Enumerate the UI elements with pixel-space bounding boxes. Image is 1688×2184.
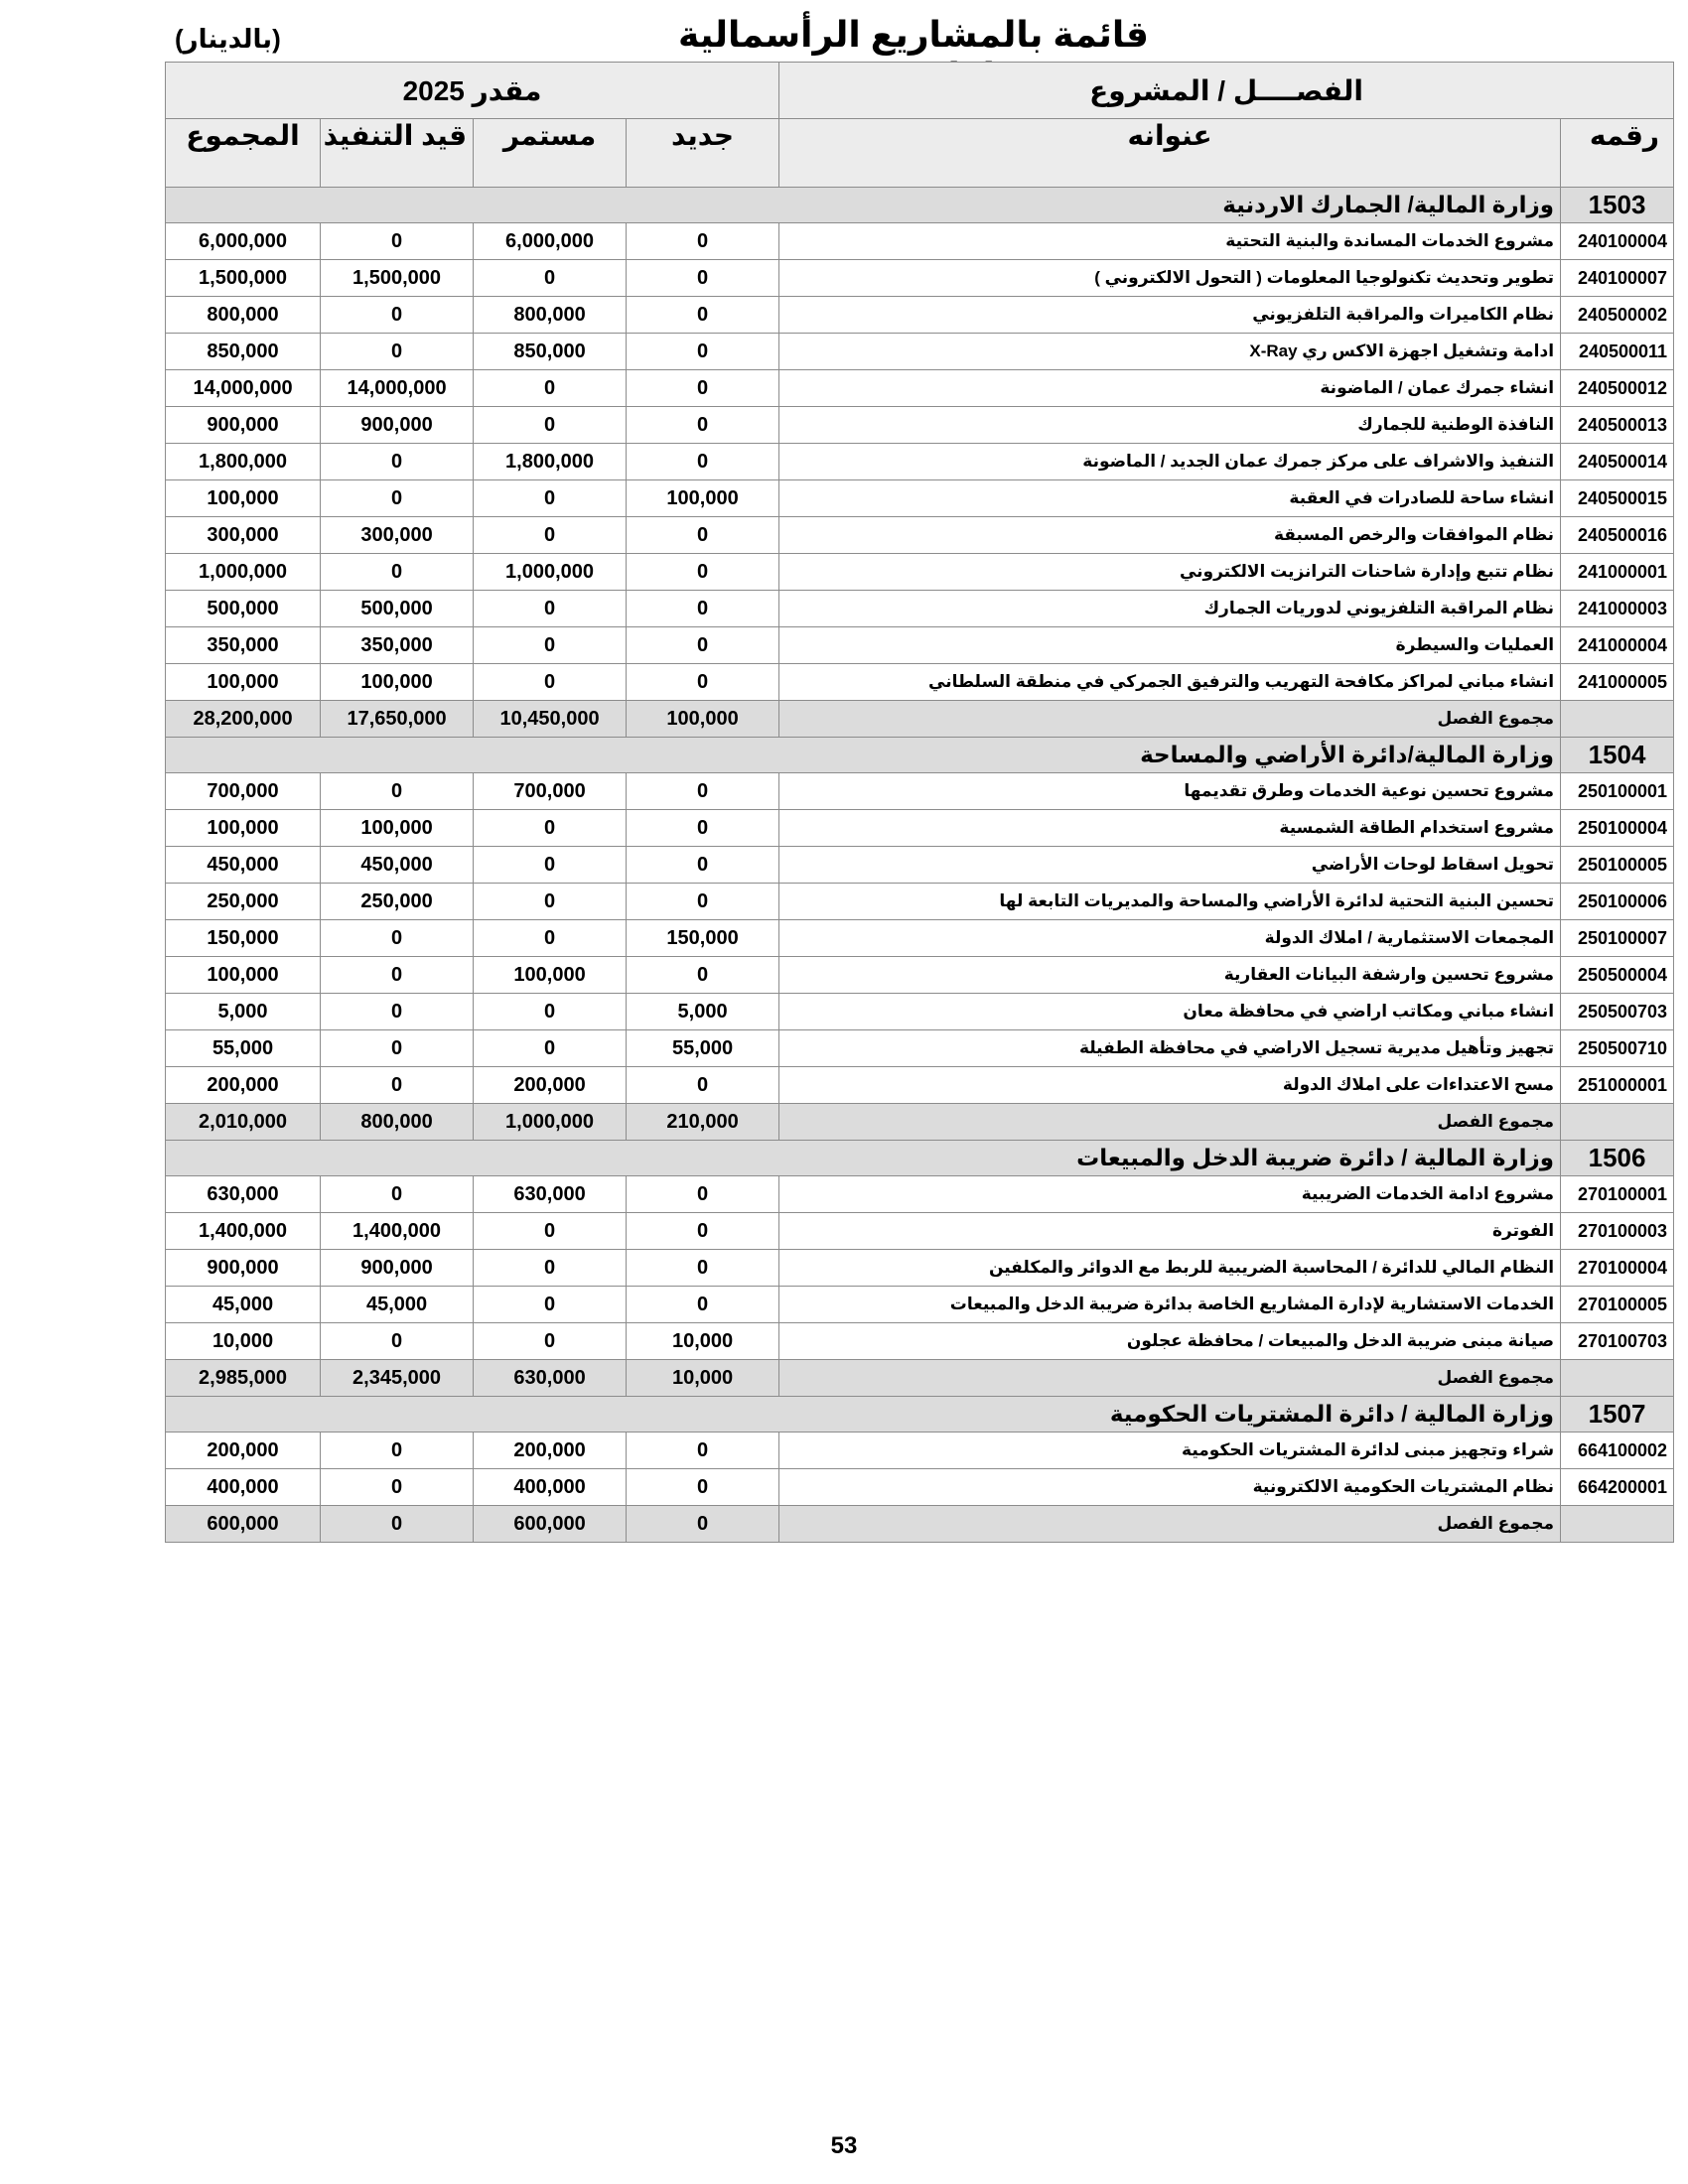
currency-unit: (بالدينار) (175, 24, 281, 54)
project-code: 250100004 (1561, 810, 1674, 847)
estimate-header: مقدر 2025 (166, 63, 779, 119)
chapter-row (166, 1397, 1674, 1433)
chapter-row (166, 738, 1674, 773)
project-in-progress: 0 (321, 1469, 474, 1506)
project-continuing: 0 (474, 407, 627, 444)
project-row (166, 1433, 1674, 1469)
project-in-progress: 900,000 (321, 1250, 474, 1287)
chapter-total-sum: 2,985,000 (166, 1360, 321, 1397)
project-code: 664100002 (1561, 1433, 1674, 1469)
project-code: 250500004 (1561, 957, 1674, 994)
project-name: نظام الموافقات والرخص المسبقة (779, 517, 1561, 554)
project-new: 0 (627, 1469, 779, 1506)
chapter-row (166, 1141, 1674, 1176)
project-name: النافذة الوطنية للجمارك (779, 407, 1561, 444)
project-continuing: 0 (474, 994, 627, 1030)
project-in-progress: 0 (321, 994, 474, 1030)
project-name: انشاء جمرك عمان / الماضونة (779, 370, 1561, 407)
header-row-top (166, 63, 1674, 119)
project-code: 240500011 (1561, 334, 1674, 370)
project-code: 240500012 (1561, 370, 1674, 407)
project-new: 0 (627, 334, 779, 370)
project-total: 200,000 (166, 1067, 321, 1104)
project-total: 10,000 (166, 1323, 321, 1360)
project-total: 100,000 (166, 664, 321, 701)
chapter-total-in-progress: 2,345,000 (321, 1360, 474, 1397)
chapter-total-label: مجموع الفصل (779, 701, 1561, 738)
project-new: 0 (627, 407, 779, 444)
project-code: 250500710 (1561, 1030, 1674, 1067)
project-code: 240500016 (1561, 517, 1674, 554)
project-total: 100,000 (166, 480, 321, 517)
chapter-total-new: 10,000 (627, 1360, 779, 1397)
project-row (166, 1030, 1674, 1067)
project-continuing: 1,800,000 (474, 444, 627, 480)
project-continuing: 0 (474, 591, 627, 627)
chapter-total-continuing: 600,000 (474, 1506, 627, 1543)
project-continuing: 0 (474, 1323, 627, 1360)
chapter-total-sum: 600,000 (166, 1506, 321, 1543)
chapter-total-label: مجموع الفصل (779, 1104, 1561, 1141)
page-number: 53 (830, 2132, 858, 2159)
project-total: 630,000 (166, 1176, 321, 1213)
project-code: 250500703 (1561, 994, 1674, 1030)
chapter-total-continuing: 1,000,000 (474, 1104, 627, 1141)
project-continuing: 0 (474, 1250, 627, 1287)
chapter-code: 1506 (1561, 1141, 1674, 1176)
project-continuing: 0 (474, 1213, 627, 1250)
project-name: نظام المشتريات الحكومية الالكترونية (779, 1469, 1561, 1506)
project-total: 250,000 (166, 884, 321, 920)
project-in-progress: 0 (321, 1067, 474, 1104)
project-row (166, 223, 1674, 260)
project-in-progress: 100,000 (321, 810, 474, 847)
project-in-progress: 14,000,000 (321, 370, 474, 407)
project-code: 270100005 (1561, 1287, 1674, 1323)
project-continuing: 630,000 (474, 1176, 627, 1213)
project-in-progress: 900,000 (321, 407, 474, 444)
project-total: 100,000 (166, 957, 321, 994)
project-in-progress: 0 (321, 773, 474, 810)
project-row (166, 444, 1674, 480)
project-new: 0 (627, 957, 779, 994)
chapter-code: 1507 (1561, 1397, 1674, 1433)
project-total: 300,000 (166, 517, 321, 554)
project-new: 5,000 (627, 994, 779, 1030)
project-new: 0 (627, 444, 779, 480)
project-row (166, 407, 1674, 444)
project-name: شراء وتجهيز مبنى لدائرة المشتريات الحكومية (779, 1433, 1561, 1469)
project-continuing: 0 (474, 847, 627, 884)
project-code: 270100001 (1561, 1176, 1674, 1213)
project-new: 100,000 (627, 480, 779, 517)
project-in-progress: 45,000 (321, 1287, 474, 1323)
project-new: 0 (627, 810, 779, 847)
chapter-total-blank (1561, 1104, 1674, 1141)
project-code: 251000001 (1561, 1067, 1674, 1104)
project-name: مشروع الخدمات المساندة والبنية التحتية (779, 223, 1561, 260)
project-name: المجمعات الاستثمارية / املاك الدولة (779, 920, 1561, 957)
project-name: ادامة وتشغيل اجهزة الاكس ري X-Ray (779, 334, 1561, 370)
project-code: 250100006 (1561, 884, 1674, 920)
project-continuing: 0 (474, 370, 627, 407)
project-in-progress: 0 (321, 480, 474, 517)
chapter-total-row (166, 701, 1674, 738)
project-row (166, 334, 1674, 370)
project-new: 0 (627, 1433, 779, 1469)
project-name: انشاء مباني ومكاتب اراضي في محافظة معان (779, 994, 1561, 1030)
project-total: 700,000 (166, 773, 321, 810)
project-new: 0 (627, 591, 779, 627)
project-total: 5,000 (166, 994, 321, 1030)
project-name: مشروع استخدام الطاقة الشمسية (779, 810, 1561, 847)
project-row (166, 297, 1674, 334)
project-continuing: 200,000 (474, 1433, 627, 1469)
project-row (166, 1250, 1674, 1287)
project-in-progress: 0 (321, 223, 474, 260)
project-code: 250100001 (1561, 773, 1674, 810)
project-code: 270100003 (1561, 1213, 1674, 1250)
project-in-progress: 250,000 (321, 884, 474, 920)
chapter-name: وزارة المالية/دائرة الأراضي والمساحة (166, 738, 1561, 773)
project-total: 500,000 (166, 591, 321, 627)
project-row (166, 994, 1674, 1030)
chapter-total-sum: 2,010,000 (166, 1104, 321, 1141)
project-new: 0 (627, 1067, 779, 1104)
project-code: 240500013 (1561, 407, 1674, 444)
project-row (166, 884, 1674, 920)
project-name: العمليات والسيطرة (779, 627, 1561, 664)
project-name: نظام تتبع وإدارة شاحنات الترانزيت الالكتروني (779, 554, 1561, 591)
project-continuing: 400,000 (474, 1469, 627, 1506)
capital-projects-table (165, 62, 1674, 1543)
project-total: 800,000 (166, 297, 321, 334)
project-total: 350,000 (166, 627, 321, 664)
project-total: 400,000 (166, 1469, 321, 1506)
chapter-total-continuing: 10,450,000 (474, 701, 627, 738)
project-continuing: 0 (474, 480, 627, 517)
project-name: التنفيذ والاشراف على مركز جمرك عمان الجديد / الماضونة (779, 444, 1561, 480)
project-in-progress: 1,500,000 (321, 260, 474, 297)
project-in-progress: 0 (321, 1323, 474, 1360)
chapter-total-new: 0 (627, 1506, 779, 1543)
project-total: 450,000 (166, 847, 321, 884)
project-total: 900,000 (166, 1250, 321, 1287)
project-new: 0 (627, 1213, 779, 1250)
chapter-total-sum: 28,200,000 (166, 701, 321, 738)
project-code: 240100007 (1561, 260, 1674, 297)
project-name: تجهيز وتأهيل مديرية تسجيل الاراضي في محافظة الطفيلة (779, 1030, 1561, 1067)
project-total: 1,000,000 (166, 554, 321, 591)
chapter-total-label: مجموع الفصل (779, 1506, 1561, 1543)
project-new: 0 (627, 297, 779, 334)
chapter-total-blank (1561, 1506, 1674, 1543)
project-in-progress: 0 (321, 920, 474, 957)
project-row (166, 810, 1674, 847)
header-row-columns (166, 119, 1674, 188)
project-in-progress: 0 (321, 554, 474, 591)
project-new: 0 (627, 517, 779, 554)
total-column-header: المجموع (166, 119, 321, 188)
project-new: 0 (627, 1176, 779, 1213)
project-in-progress: 0 (321, 444, 474, 480)
project-new: 55,000 (627, 1030, 779, 1067)
section-project-header: الفصــــل / المشروع (779, 63, 1674, 119)
chapter-total-new: 100,000 (627, 701, 779, 738)
project-in-progress: 100,000 (321, 664, 474, 701)
project-row (166, 773, 1674, 810)
project-total: 100,000 (166, 810, 321, 847)
page-title: قائمة بالمشاريع الرأسمالية (678, 14, 1149, 55)
project-in-progress: 0 (321, 1433, 474, 1469)
project-name: تحسين البنية التحتية لدائرة الأراضي والمساحة والمديريات التابعة لها (779, 884, 1561, 920)
project-code: 241000003 (1561, 591, 1674, 627)
project-continuing: 0 (474, 627, 627, 664)
project-new: 150,000 (627, 920, 779, 957)
project-in-progress: 450,000 (321, 847, 474, 884)
project-new: 0 (627, 370, 779, 407)
project-code: 241000001 (1561, 554, 1674, 591)
title-column-header: عنوانه (779, 119, 1561, 188)
chapter-total-row (166, 1104, 1674, 1141)
project-in-progress: 300,000 (321, 517, 474, 554)
chapter-name: وزارة المالية / دائرة ضريبة الدخل والمبيعات (166, 1141, 1561, 1176)
project-code: 664200001 (1561, 1469, 1674, 1506)
project-name: مسح الاعتداءات على املاك الدولة (779, 1067, 1561, 1104)
project-in-progress: 1,400,000 (321, 1213, 474, 1250)
chapter-code: 1504 (1561, 738, 1674, 773)
chapter-name: وزارة المالية/ الجمارك الاردنية (166, 188, 1561, 223)
project-new: 0 (627, 884, 779, 920)
project-code: 270100004 (1561, 1250, 1674, 1287)
continuing-column-header: مستمر (474, 119, 627, 188)
project-row (166, 627, 1674, 664)
project-continuing: 100,000 (474, 957, 627, 994)
project-name: مشروع تحسين نوعية الخدمات وطرق تقديمها (779, 773, 1561, 810)
chapter-total-row (166, 1506, 1674, 1543)
project-total: 1,500,000 (166, 260, 321, 297)
project-row (166, 847, 1674, 884)
project-in-progress: 0 (321, 957, 474, 994)
project-in-progress: 0 (321, 297, 474, 334)
project-row (166, 554, 1674, 591)
chapter-code: 1503 (1561, 188, 1674, 223)
project-continuing: 0 (474, 260, 627, 297)
project-name: صيانة مبنى ضريبة الدخل والمبيعات / محافظة عجلون (779, 1323, 1561, 1360)
project-continuing: 200,000 (474, 1067, 627, 1104)
project-code: 240500015 (1561, 480, 1674, 517)
project-total: 850,000 (166, 334, 321, 370)
project-total: 6,000,000 (166, 223, 321, 260)
project-total: 45,000 (166, 1287, 321, 1323)
project-name: تحويل اسقاط لوحات الأراضي (779, 847, 1561, 884)
project-code: 240500002 (1561, 297, 1674, 334)
project-row (166, 664, 1674, 701)
chapter-total-continuing: 630,000 (474, 1360, 627, 1397)
chapter-total-blank (1561, 1360, 1674, 1397)
project-row (166, 1287, 1674, 1323)
project-name: مشروع تحسين وارشفة البيانات العقارية (779, 957, 1561, 994)
project-name: الفوترة (779, 1213, 1561, 1250)
project-total: 900,000 (166, 407, 321, 444)
project-code: 240500014 (1561, 444, 1674, 480)
project-row (166, 1213, 1674, 1250)
project-name: انشاء مباني لمراكز مكافحة التهريب والترفيق الجمركي في منطقة السلطاني (779, 664, 1561, 701)
project-new: 0 (627, 847, 779, 884)
project-new: 0 (627, 627, 779, 664)
project-row (166, 920, 1674, 957)
chapter-total-row (166, 1360, 1674, 1397)
project-row (166, 260, 1674, 297)
project-continuing: 0 (474, 920, 627, 957)
project-continuing: 0 (474, 884, 627, 920)
project-code: 241000005 (1561, 664, 1674, 701)
project-continuing: 700,000 (474, 773, 627, 810)
chapter-total-in-progress: 0 (321, 1506, 474, 1543)
project-continuing: 0 (474, 664, 627, 701)
project-new: 0 (627, 554, 779, 591)
project-row (166, 1323, 1674, 1360)
project-in-progress: 350,000 (321, 627, 474, 664)
project-row (166, 517, 1674, 554)
project-code: 250100005 (1561, 847, 1674, 884)
chapter-total-new: 210,000 (627, 1104, 779, 1141)
chapter-name: وزارة المالية / دائرة المشتريات الحكومية (166, 1397, 1561, 1433)
project-total: 150,000 (166, 920, 321, 957)
project-total: 1,400,000 (166, 1213, 321, 1250)
chapter-total-in-progress: 800,000 (321, 1104, 474, 1141)
project-in-progress: 0 (321, 1176, 474, 1213)
project-new: 10,000 (627, 1323, 779, 1360)
project-new: 0 (627, 1287, 779, 1323)
project-total: 55,000 (166, 1030, 321, 1067)
project-new: 0 (627, 260, 779, 297)
project-name: انشاء ساحة للصادرات في العقبة (779, 480, 1561, 517)
project-row (166, 591, 1674, 627)
chapter-total-label: مجموع الفصل (779, 1360, 1561, 1397)
code-column-header: رقمه (1561, 119, 1674, 188)
chapter-total-in-progress: 17,650,000 (321, 701, 474, 738)
project-name: نظام الكاميرات والمراقبة التلفزيوني (779, 297, 1561, 334)
project-in-progress: 0 (321, 334, 474, 370)
project-row (166, 480, 1674, 517)
project-continuing: 6,000,000 (474, 223, 627, 260)
project-continuing: 0 (474, 1030, 627, 1067)
in-progress-column-header: قيد التنفيذ (321, 119, 474, 188)
project-name: النظام المالي للدائرة / المحاسبة الضريبية للربط مع الدوائر والمكلفين (779, 1250, 1561, 1287)
project-continuing: 0 (474, 517, 627, 554)
chapter-total-blank (1561, 701, 1674, 738)
project-name: نظام المراقبة التلفزيوني لدوريات الجمارك (779, 591, 1561, 627)
project-code: 241000004 (1561, 627, 1674, 664)
project-name: مشروع ادامة الخدمات الضريبية (779, 1176, 1561, 1213)
project-row (166, 370, 1674, 407)
project-code: 250100007 (1561, 920, 1674, 957)
project-new: 0 (627, 1250, 779, 1287)
project-continuing: 1,000,000 (474, 554, 627, 591)
new-column-header: جديد (627, 119, 779, 188)
project-in-progress: 500,000 (321, 591, 474, 627)
project-row (166, 1176, 1674, 1213)
project-in-progress: 0 (321, 1030, 474, 1067)
project-name: الخدمات الاستشارية لإدارة المشاريع الخاصة بدائرة ضريبة الدخل والمبيعات (779, 1287, 1561, 1323)
project-row (166, 1067, 1674, 1104)
project-code: 270100703 (1561, 1323, 1674, 1360)
chapter-row (166, 188, 1674, 223)
project-total: 200,000 (166, 1433, 321, 1469)
project-new: 0 (627, 664, 779, 701)
project-name: تطوير وتحديث تكنولوجيا المعلومات ( التحول الالكتروني ) (779, 260, 1561, 297)
project-row (166, 957, 1674, 994)
project-continuing: 0 (474, 810, 627, 847)
project-continuing: 800,000 (474, 297, 627, 334)
project-continuing: 850,000 (474, 334, 627, 370)
project-code: 240100004 (1561, 223, 1674, 260)
project-new: 0 (627, 773, 779, 810)
project-new: 0 (627, 223, 779, 260)
project-total: 1,800,000 (166, 444, 321, 480)
project-continuing: 0 (474, 1287, 627, 1323)
project-row (166, 1469, 1674, 1506)
project-total: 14,000,000 (166, 370, 321, 407)
